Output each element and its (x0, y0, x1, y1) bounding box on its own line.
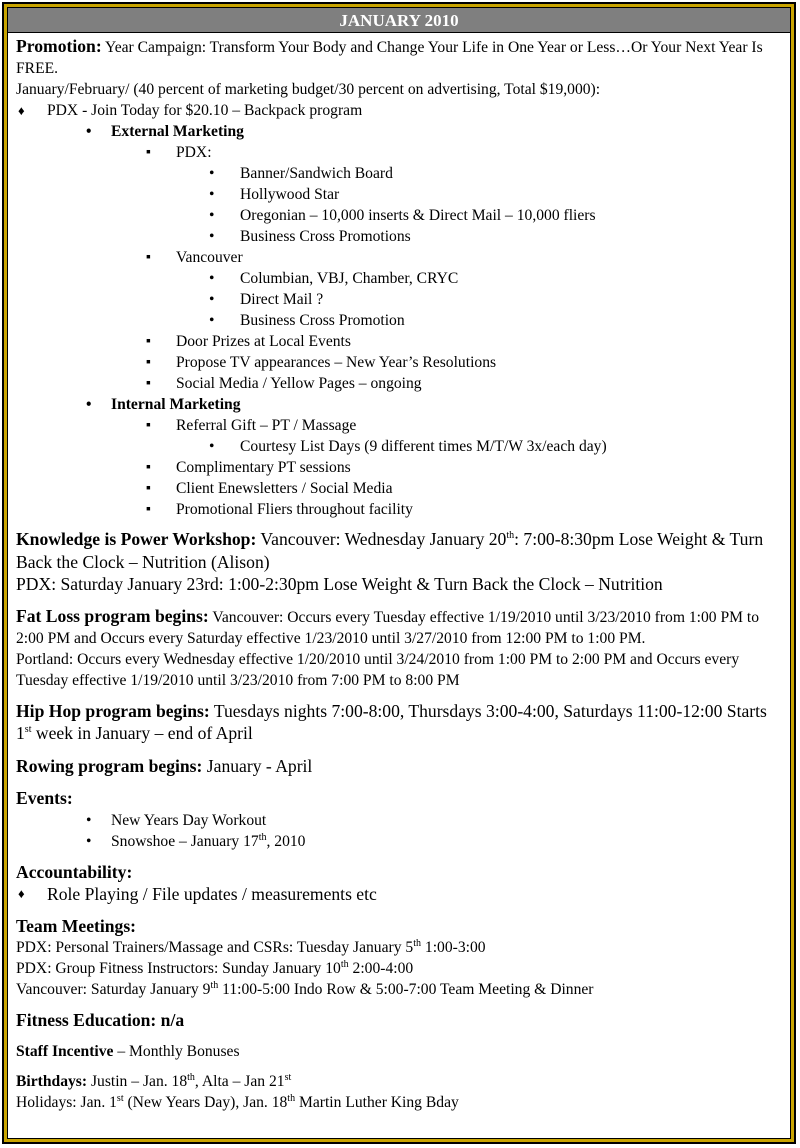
list-item: • Snowshoe – January 17th, 2010 (16, 831, 784, 852)
list-item: • Oregonian – 10,000 inserts & Direct Mail – 10,000 fliers (16, 205, 784, 226)
vancouver-subheading: ▪ Vancouver (16, 247, 784, 268)
list-item: • Business Cross Promotions (16, 226, 784, 247)
knowledge-pdx: PDX: Saturday January 23rd: 1:00-2:30pm Lose Weight & Turn Back the Clock – Nutrition (16, 574, 663, 594)
birthdays-line: Birthdays: Justin – Jan. 18th, Alta – Jan 21st (16, 1071, 292, 1090)
knowledge-vancouver: Knowledge is Power Workshop: Vancouver: Wednesday January 20th: 7:00-8:30pm Lose Weight & Turn Back the Clock – Nutrition (Alison) (16, 529, 764, 572)
hiphop-section: Hip Hop program begins: Tuesdays nights 7:00-8:00, Thursdays 3:00-4:00, Saturdays 11:00-12:00 Starts 1st week in January – end of April (16, 700, 767, 743)
list-item: • Direct Mail ? (16, 289, 784, 310)
hiphop-label: Hip Hop program begins: (16, 700, 210, 721)
document-body (8, 33, 790, 1113)
holidays-line: Holidays: Jan. 1st (New Years Day), Jan. 18th Martin Luther King Bday (16, 1092, 459, 1111)
staff-section: Staff Incentive – Monthly Bonuses (16, 1042, 240, 1060)
list-item: ▪ Complimentary PT sessions (16, 457, 784, 478)
team-meeting-1: PDX: Personal Trainers/Massage and CSRs: Tuesday January 5th 1:00-3:00 (16, 937, 486, 956)
internal-more-items (16, 457, 784, 520)
promotion-intro: Promotion: Year Campaign: Transform Your Body and Change Your Life in One Year or Less…Or Your Next Year Is FREE. (16, 36, 763, 77)
list-item: ▪ Client Enewsletters / Social Media (16, 478, 784, 499)
team-meeting-3: Vancouver: Saturday January 9th 11:00-5:00 Indo Row & 5:00-7:00 Team Meeting & Dinner (16, 979, 594, 998)
events-label: Events: (16, 788, 73, 808)
birthdays-section (16, 1071, 784, 1113)
external-more-items (16, 331, 784, 394)
month-header: JANUARY 2010 (8, 8, 790, 33)
fitness-label: Fitness Education: (16, 1010, 157, 1030)
rowing-section: Rowing program begins: January - April (16, 755, 313, 776)
list-item: ▪ Promotional Fliers throughout facility (16, 499, 784, 520)
rowing-label: Rowing program begins: (16, 755, 203, 776)
promotion-section (16, 35, 784, 520)
list-item: • Columbian, VBJ, Chamber, CRYC (16, 268, 784, 289)
pdx-join-item: ♦ PDX - Join Today for $20.10 – Backpack program (16, 100, 784, 121)
marketing-list (16, 121, 784, 142)
internal-marketing-heading: • Internal Marketing (16, 394, 784, 415)
list-item: • Courtesy List Days (9 different times M/T/W 3x/each day) (16, 436, 784, 457)
events-section (16, 787, 784, 852)
list-item: ▪ Social Media / Yellow Pages – ongoing (16, 373, 784, 394)
page-frame (2, 2, 796, 1144)
staff-label: Staff Incentive (16, 1042, 114, 1060)
team-section (16, 915, 784, 1001)
accountability-section (16, 861, 784, 906)
pdx-subheading: ▪ PDX: (16, 142, 784, 163)
list-item: • Banner/Sandwich Board (16, 163, 784, 184)
list-item: ▪ Door Prizes at Local Events (16, 331, 784, 352)
fatloss-section: Fat Loss program begins: Vancouver: Occurs every Tuesday effective 1/19/2010 until 3/23/2010 from 1:00 PM to 2:00 PM and Occurs every Saturday effective 1/23/2010 until 3/27/2010 from 12:00 PM to 1:00 PM. Portland: Occurs every Wednesday effective 1/20/2010 until 3/24/2010 from 1:00 PM to 2:00 PM and Occurs every Tuesday effective 1/19/2010 until 3/23/2010 from 7:00 PM to 8:00 PM (16, 605, 784, 691)
accountability-label: Accountability: (16, 861, 133, 882)
fatloss-portland: Portland: Occurs every Wednesday effective 1/20/2010 until 3/24/2010 from 1:00 PM to 2:00 PM and Occurs every Tuesday effective 1/19/2010 until 3/23/2010 from 7:00 PM to 8:00 PM (16, 650, 740, 689)
vancouver-items (16, 268, 784, 331)
team-meeting-2: PDX: Group Fitness Instructors: Sunday January 10th 2:00-4:00 (16, 958, 414, 977)
knowledge-section (16, 528, 784, 596)
list-item: • New Years Day Workout (16, 810, 784, 831)
list-item: • Business Cross Promotion (16, 310, 784, 331)
accountability-item: ♦ Role Playing / File updates / measurements etc (16, 883, 784, 906)
list-item: ▪ Referral Gift – PT / Massage (16, 415, 784, 436)
fitness-section: Fitness Education: n/a (16, 1010, 185, 1030)
fatloss-label: Fat Loss program begins: (16, 605, 209, 626)
list-item: ▪ Propose TV appearances – New Year’s Resolutions (16, 352, 784, 373)
list-item: • Hollywood Star (16, 184, 784, 205)
promotion-budget: January/February/ (40 percent of marketing budget/30 percent on advertising, Total $19,000): (16, 81, 601, 98)
pdx-items (16, 163, 784, 247)
promotion-label: Promotion: (16, 36, 102, 56)
team-label: Team Meetings: (16, 915, 137, 936)
external-marketing-heading: • External Marketing (16, 121, 784, 142)
page-panel (7, 7, 791, 1139)
